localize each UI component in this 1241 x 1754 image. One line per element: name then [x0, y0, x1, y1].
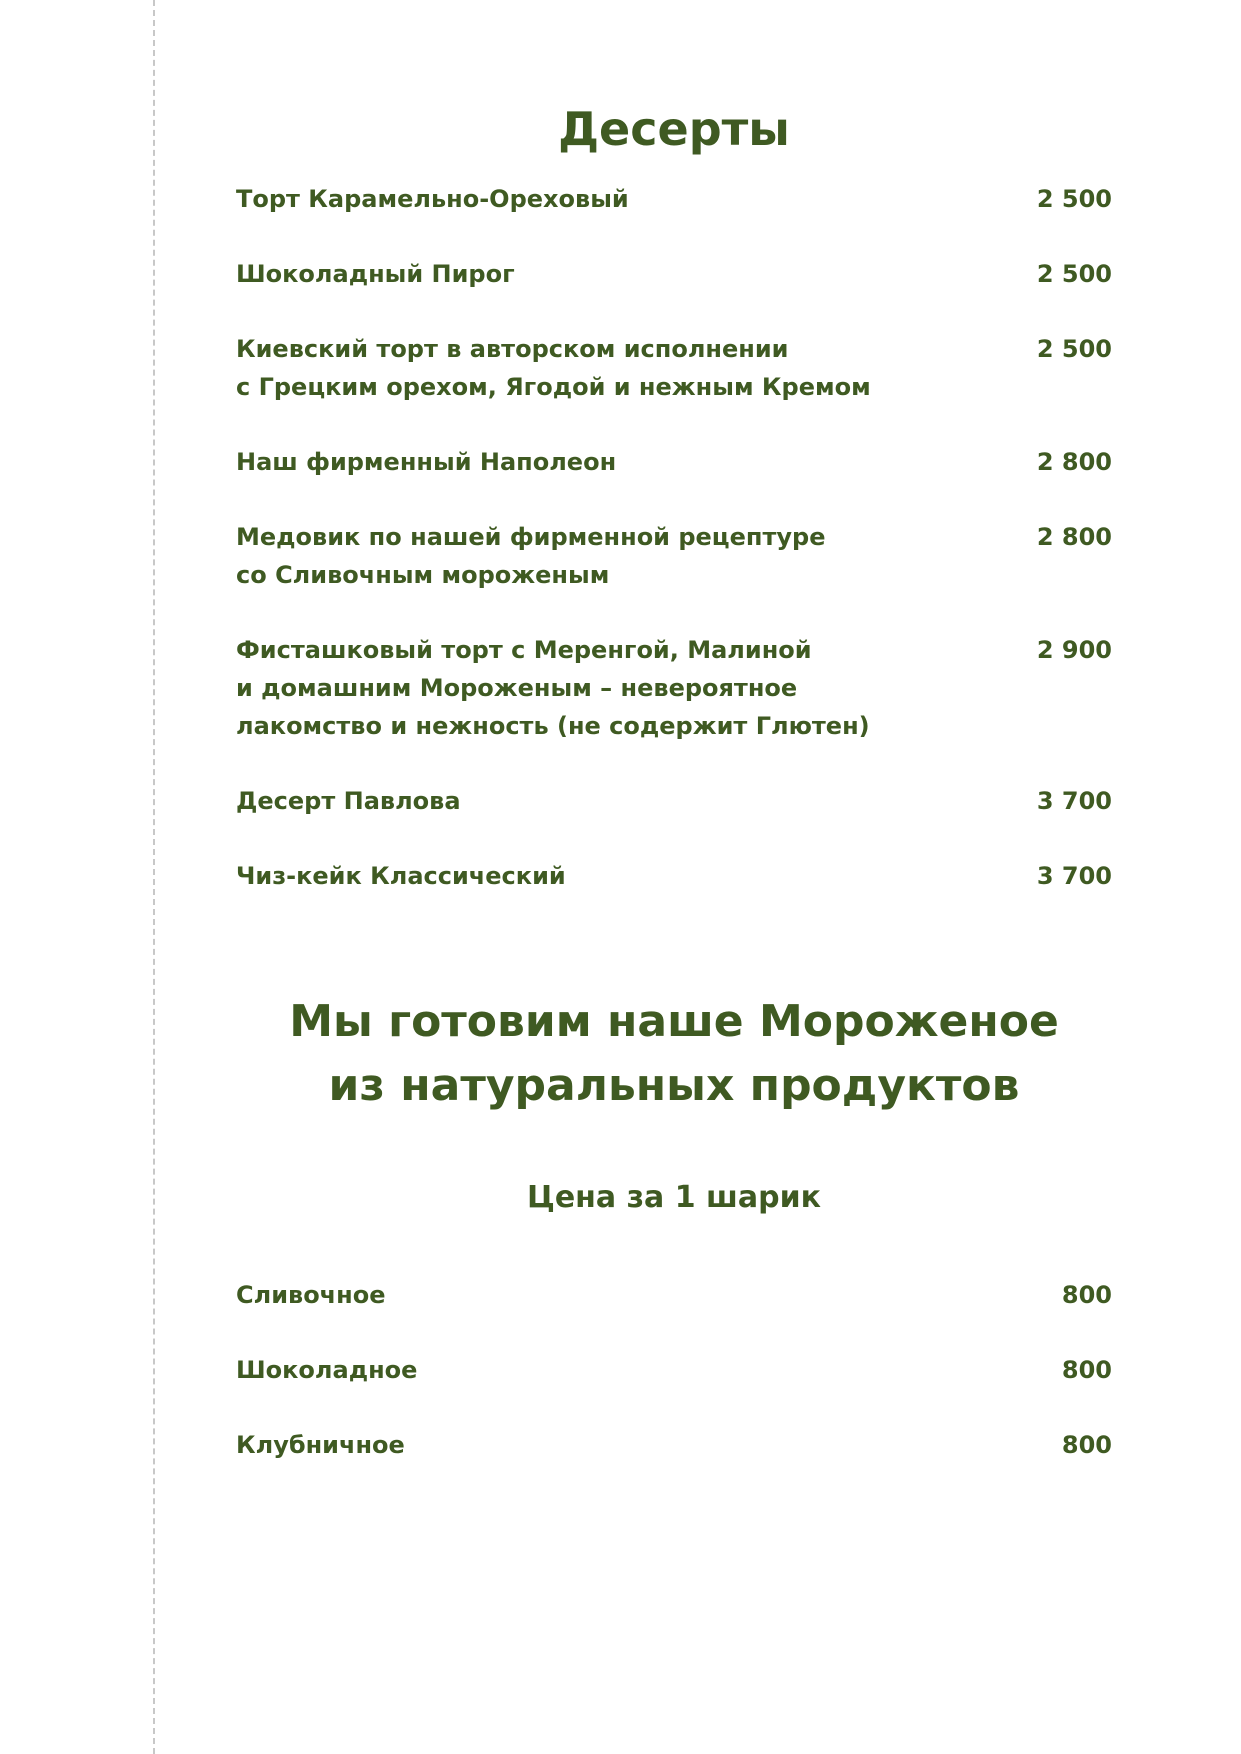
dessert-price: 2 500 — [1036, 260, 1112, 288]
dessert-price: 2 500 — [1036, 185, 1112, 213]
dessert-name: Торт Карамельно-Ореховый — [236, 185, 629, 213]
fold-guide-line — [153, 0, 155, 1754]
dessert-price: 2 800 — [1036, 523, 1112, 551]
desserts-title: Десерты — [558, 102, 790, 156]
icecream-price: 800 — [1061, 1356, 1112, 1384]
icecream-title: Мы готовим наше Мороженое из натуральных продуктов — [289, 996, 1059, 1111]
dessert-name: Киевский торт в авторском исполнении с Грецким орехом, Ягодой и нежным Кремом — [236, 335, 871, 401]
icecream-item — [236, 1426, 1112, 1464]
icecream-price: 800 — [1061, 1281, 1112, 1309]
icecream-item — [236, 1351, 1112, 1389]
icecream-name: Шоколадное — [236, 1356, 418, 1384]
dessert-item — [236, 330, 1112, 406]
dessert-item — [236, 631, 1112, 745]
desserts-list — [236, 180, 1112, 932]
icecream-list — [236, 1276, 1112, 1501]
dessert-price: 2 800 — [1036, 448, 1112, 476]
dessert-name: Чиз-кейк Классический — [236, 862, 566, 890]
price-per-scoop-note: Цена за 1 шарик — [527, 1180, 821, 1215]
dessert-price: 3 700 — [1036, 862, 1112, 890]
dessert-price: 2 900 — [1036, 636, 1112, 664]
icecream-item — [236, 1276, 1112, 1314]
dessert-name: Наш фирменный Наполеон — [236, 448, 617, 476]
dessert-item — [236, 857, 1112, 895]
dessert-item — [236, 443, 1112, 481]
dessert-item — [236, 255, 1112, 293]
icecream-name: Сливочное — [236, 1281, 386, 1309]
dessert-price: 3 700 — [1036, 787, 1112, 815]
dessert-name: Шоколадный Пирог — [236, 260, 515, 288]
dessert-price: 2 500 — [1036, 335, 1112, 363]
dessert-name: Десерт Павлова — [236, 787, 461, 815]
icecream-name: Клубничное — [236, 1431, 405, 1459]
icecream-price: 800 — [1061, 1431, 1112, 1459]
dessert-item — [236, 782, 1112, 820]
dessert-item — [236, 518, 1112, 594]
dessert-name: Фисташковый торт с Меренгой, Малиной и домашним Мороженым – невероятное лакомство и нежность (не содержит Глютен) — [236, 636, 870, 740]
dessert-name: Медовик по нашей фирменной рецептуре со Сливочным мороженым — [236, 523, 826, 589]
dessert-item — [236, 180, 1112, 218]
